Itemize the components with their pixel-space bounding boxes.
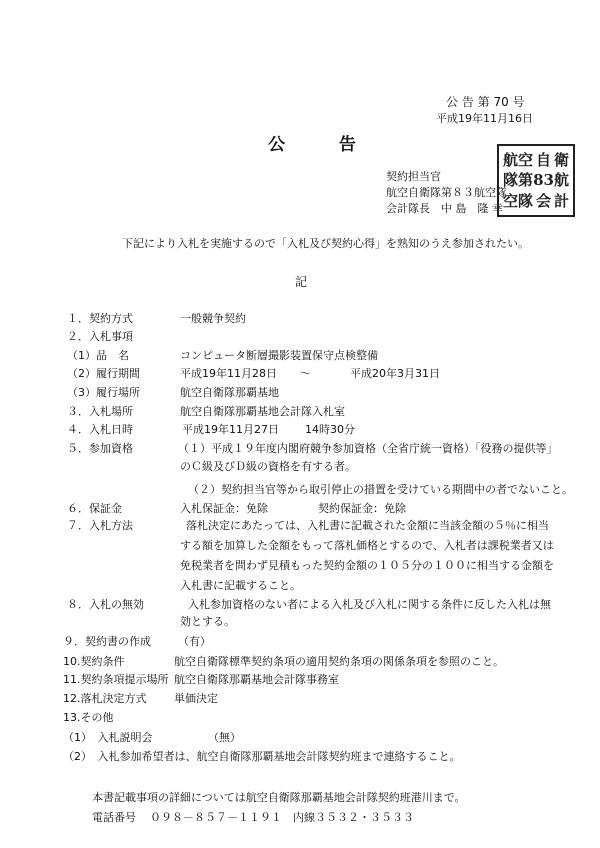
seal-char: 計 — [553, 191, 569, 210]
item-4-time: 14時30分 — [305, 423, 355, 436]
item-8-line2: 効とする。 — [180, 615, 235, 628]
seal-char: 第 — [518, 171, 534, 190]
item-5-label: ５．参加資格 — [67, 442, 133, 455]
item-10-label: 10.契約条件 — [63, 655, 125, 668]
seal-char: 隊 — [503, 171, 519, 190]
item-2a-value: コンピュータ断層撮影装置保守点検整備 — [180, 349, 378, 362]
item-7-label: ７．入札方法 — [67, 519, 133, 532]
item-2b-from: 平成19年11月28日 — [180, 367, 277, 380]
issuer-name: 会計隊長 中 島 隆 幸 — [386, 202, 503, 215]
seal-char: 航 — [553, 171, 569, 190]
item-5-1a: （１）平成１９年度内閣府競争参加資格（全省庁統一資格）「役務の提供等」 — [178, 442, 558, 455]
item-2a-label: （1）品 名 — [67, 349, 129, 362]
seal-char: 航 — [503, 151, 519, 169]
item-2-label: ２．入札事項 — [67, 330, 133, 343]
item-2b-to: 平成20年3月31日 — [350, 367, 440, 380]
item-13-label: 13.その他 — [63, 711, 114, 724]
notice-date: 平成19年11月16日 — [436, 112, 533, 125]
item-4-date: 平成19年11月27日 — [182, 423, 279, 436]
item-12-label: 12.落札決定方式 — [63, 692, 147, 705]
item-5-1b: のＣ級及びＤ級の資格を有する者。 — [180, 460, 356, 473]
item-9-value: （有） — [178, 635, 211, 648]
item-2c-label: （3）履行場所 — [67, 386, 140, 399]
issuer-role: 契約担当官 — [386, 170, 441, 183]
notice-number: 公 告 第 70 号 — [446, 95, 525, 109]
item-3-label: ３．入札場所 — [67, 405, 133, 418]
seal-char: 自 — [536, 151, 552, 169]
item-7-line1: 落札決定にあたっては、入札書に記載された金額に当該金額の５％に相当 — [186, 519, 549, 532]
item-6-a: 入札保証金：免除 — [180, 502, 268, 515]
item-12-value: 単価決定 — [174, 692, 218, 705]
intro-text: 下記により入札を実施するので「入札及び契約心得」を熟知のうえ参加されたい。 — [122, 237, 529, 250]
item-4-label: ４．入札日時 — [67, 423, 133, 436]
footer-phone-label: 電話番号 — [92, 811, 136, 824]
seal-char: 会 — [536, 191, 552, 210]
ki-heading: 記 — [295, 275, 308, 289]
item-5-2: （２）契約担当官等から取引停止の措置を受けている期間中の者でないこと。 — [188, 483, 573, 496]
seal-char: 隊 — [518, 191, 534, 210]
item-13a-value: （無） — [208, 731, 241, 744]
seal-char: 衛 — [553, 151, 569, 169]
item-7-line4: 入札書に記載すること。 — [180, 579, 301, 592]
item-7-line2: する額を加算した金額をもって落札価格とするので、入札者は課税業者又は — [180, 539, 554, 552]
item-8-line1: 入札参加資格のない者による入札及び入札に関する条件に反した入札は無 — [188, 598, 551, 611]
item-2c-value: 航空自衛隊那覇基地 — [180, 386, 279, 399]
item-1-label: １．契約方式 — [67, 312, 133, 325]
footer-phone-value: ０９８－８５７－１１９１ 内線３５３２・３５３３ — [150, 811, 414, 824]
item-2b-tilde: ～ — [300, 367, 311, 380]
item-7-line3: 免税業者を問わず見積もった契約金額の１０５分の１００に相当する金額を — [180, 559, 554, 572]
item-1-value: 一般競争契約 — [180, 312, 246, 325]
seal-char: 空 — [503, 191, 519, 210]
item-8-label: ８．入札の無効 — [67, 598, 144, 611]
footer-contact-note: 本書記載事項の詳細については航空自衛隊那覇基地会計隊契約班港川まで。 — [92, 791, 466, 804]
item-6-b: 契約保証金：免除 — [318, 502, 406, 515]
seal-char: 83 — [533, 171, 554, 190]
item-3-value: 航空自衛隊那覇基地会計隊入札室 — [180, 405, 345, 418]
issuer-unit: 航空自衛隊第８３航空隊 — [386, 186, 507, 199]
official-seal — [497, 144, 575, 217]
item-9-label: ９．契約書の作成 — [63, 635, 151, 648]
item-13b-text: （2） 入札参加希望者は、航空自衛隊那覇基地会計隊契約班まで連絡すること。 — [63, 750, 461, 763]
item-13a-label: （1） 入札説明会 — [63, 731, 153, 744]
item-11-label: 11.契約条項提示場所 — [63, 673, 169, 686]
seal-char: 空 — [518, 151, 534, 169]
item-2b-label: （2）履行期間 — [67, 367, 140, 380]
item-11-value: 航空自衛隊那覇基地会計隊事務室 — [174, 673, 339, 686]
page-title: 公 告 — [268, 135, 380, 155]
item-10-value: 航空自衛隊標準契約条項の適用契約条項の関係条項を参照のこと。 — [174, 655, 504, 668]
item-6-label: ６．保証金 — [67, 502, 122, 515]
